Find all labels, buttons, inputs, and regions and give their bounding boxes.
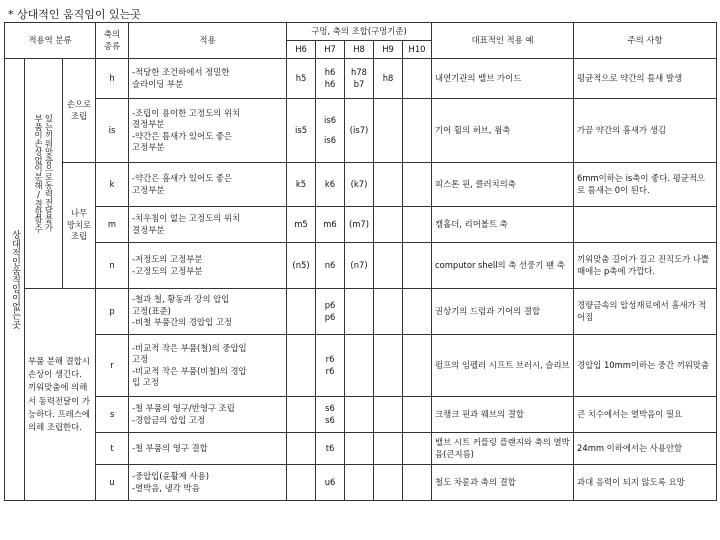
fit-h9	[374, 465, 403, 501]
fit-h9	[374, 207, 403, 243]
fit-h8	[345, 59, 374, 99]
group1-description	[25, 59, 63, 289]
application-line: -열박음, 냉각 박음	[132, 482, 200, 493]
fit-h6: m5	[287, 207, 316, 243]
fit-h10	[403, 433, 432, 465]
application-cell	[129, 243, 287, 289]
example-cell: 밸브 시트 커플링 플랜지와 축의 열박음(큰지름)	[432, 433, 574, 465]
note-cell: 24mm 이하에서는 사용안함	[574, 433, 717, 465]
application-line: -저정도의 고정부분	[132, 254, 203, 265]
fit-h9	[374, 243, 403, 289]
fit-h9	[374, 335, 403, 397]
note-cell: 경량금속의 압성재료에서 흠새가 적어짐	[574, 289, 717, 335]
application-cell	[129, 433, 287, 465]
fit-h10	[403, 397, 432, 433]
fit-value: h6	[324, 78, 336, 89]
note-cell: 경압입 10mm이하는 중간 끼워맞춤	[574, 335, 717, 397]
fit-h6: h5	[287, 59, 316, 99]
fit-h7	[316, 289, 345, 335]
table-row	[5, 207, 717, 243]
shaft-type: n	[96, 243, 129, 289]
fit-value: s6	[325, 414, 335, 425]
table-row	[5, 163, 717, 207]
application-line: -적당한 조건하에서 정밀한	[132, 67, 230, 78]
header-area: 적용역 분류	[5, 23, 96, 59]
fit-h6: is5	[287, 99, 316, 163]
table-row	[5, 465, 717, 501]
fit-h8	[345, 433, 374, 465]
fit-h7	[316, 59, 345, 99]
note-cell: 큰 치수에서는 열박음이 필요	[574, 397, 717, 433]
table-row	[5, 243, 717, 289]
fit-value: r6	[325, 365, 335, 376]
application-cell	[129, 207, 287, 243]
fit-h7: n6	[316, 243, 345, 289]
application-line: -비교적 작은 부품(비철)의 경압	[132, 365, 247, 376]
header-h8: H8	[345, 41, 374, 59]
fit-h6: k5	[287, 163, 316, 207]
fit-h8	[345, 289, 374, 335]
note-cell: 끼워맞춤 길이가 길고 진직도가 나쁠 때에는 p축에 가깝다.	[574, 243, 717, 289]
header-h9: H9	[374, 41, 403, 59]
application-line: -고정도의 고정부분	[132, 265, 203, 276]
fit-h8	[345, 397, 374, 433]
fit-h10	[403, 335, 432, 397]
fit-value: r6	[325, 354, 335, 365]
table-row	[5, 397, 717, 433]
fit-h7	[316, 397, 345, 433]
application-line: -약간은 흠새가 있어도 좋은	[132, 173, 233, 184]
note-cell: 6mm이하는 is축이 좋다. 평균적으로 틈새는 0이 된다.	[574, 163, 717, 207]
example-cell: 내연기관의 밸브 가이드	[432, 59, 574, 99]
fit-h7: t6	[316, 433, 345, 465]
application-line: 슬라이딩 부분	[132, 78, 184, 89]
table-row	[5, 335, 717, 397]
fit-h10	[403, 243, 432, 289]
fit-h8	[345, 465, 374, 501]
fit-h10	[403, 163, 432, 207]
fit-value: h78	[351, 67, 367, 78]
application-line: -비철 부품간의 경압입 고정	[132, 317, 233, 328]
fit-value: h6	[324, 67, 336, 78]
application-line: -비교적 작은 부품(철)의 중압입	[132, 342, 247, 353]
example-cell: 캠홀더, 리머볼트 축	[432, 207, 574, 243]
application-cell	[129, 289, 287, 335]
header-fit-group: 구멍, 축의 조합(구멍기준)	[287, 23, 432, 41]
note-cell: 과대 응력이 되지 않도록 요망	[574, 465, 717, 501]
shaft-type: p	[96, 289, 129, 335]
fit-table	[4, 22, 717, 501]
application-line: -경합금의 압입 고정	[132, 414, 206, 425]
note-cell	[574, 207, 717, 243]
application-cell	[129, 163, 287, 207]
note-cell: 평균적으로 약간의 틈새 발생	[574, 59, 717, 99]
fit-h10	[403, 59, 432, 99]
fit-h6	[287, 465, 316, 501]
table-row	[5, 433, 717, 465]
application-line: -철 부품의 영구/반영구 조립	[132, 403, 235, 414]
shaft-type: r	[96, 335, 129, 397]
shaft-type: s	[96, 397, 129, 433]
application-cell	[129, 465, 287, 501]
fit-h9	[374, 99, 403, 163]
fit-h10	[403, 465, 432, 501]
application-cell	[129, 397, 287, 433]
shaft-type: k	[96, 163, 129, 207]
group1-text-col1: 부품이손상없이분해/결합할수	[33, 113, 44, 234]
application-line: 고정부분	[132, 141, 165, 152]
shaft-type: t	[96, 433, 129, 465]
table-row	[5, 59, 717, 99]
fit-h8	[345, 335, 374, 397]
fit-h9	[374, 433, 403, 465]
fit-h6	[287, 397, 316, 433]
application-line: 고정(표준)	[132, 305, 171, 316]
fit-h8: (m7)	[345, 207, 374, 243]
header-h7: H7	[316, 41, 345, 59]
application-line: -중압입(윤활제 사용)	[132, 471, 209, 482]
shaft-type: u	[96, 465, 129, 501]
example-cell: 철도 차륜과 축의 결합	[432, 465, 574, 501]
application-cell	[129, 99, 287, 163]
example-cell: 권상기의 드럼과 기어의 결합	[432, 289, 574, 335]
shaft-type: h	[96, 59, 129, 99]
application-line: -약간은 틈새가 있어도 좋은	[132, 130, 233, 141]
application-line: 결정부분	[132, 119, 165, 130]
example-cell: computor shell의 축 선풍기 팬 축	[432, 243, 574, 289]
application-line: -치우침이 없는 고정도의 위치	[132, 213, 241, 224]
application-cell	[129, 335, 287, 397]
page-title: * 상대적인 움직임이 있는곳	[8, 8, 141, 21]
sub-hammer-assembly: 나무 망치로 조립	[63, 163, 96, 289]
group1-text-col2: 있는끼워맞춤으로동력전달불가	[43, 113, 54, 232]
application-line: 입 고정	[132, 376, 159, 387]
fit-h10	[403, 207, 432, 243]
header-shaft-type: 축의 종류	[96, 23, 129, 59]
fit-h9	[374, 163, 403, 207]
header-note: 주의 사항	[574, 23, 717, 59]
header-h6: H6	[287, 41, 316, 59]
fit-h6	[287, 289, 316, 335]
table-row	[5, 289, 717, 335]
header-application: 적용	[129, 23, 287, 59]
fit-h10	[403, 99, 432, 163]
note-cell: 가끔 약간의 흠새가 생김	[574, 99, 717, 163]
main-category: 상대적인움직임이없는곳	[5, 59, 25, 501]
fit-value: is6	[324, 134, 337, 145]
fit-h6	[287, 335, 316, 397]
group2-description: 부품 분해 결합시 손상이 생긴다. 끼워맞춤에 의해서 동력전달이 가능하다. 프레스에 의해 조립한다.	[25, 289, 96, 501]
example-cell: 기어 휠의 허브, 윔축	[432, 99, 574, 163]
fit-h9: h8	[374, 59, 403, 99]
fit-h8: (n7)	[345, 243, 374, 289]
fit-h6: (n5)	[287, 243, 316, 289]
example-cell: 피스톤 핀, 클러치의축	[432, 163, 574, 207]
example-cell: 크랭크 핀과 웨브의 결합	[432, 397, 574, 433]
sub-hand-assembly: 손으로 조립	[63, 59, 96, 163]
fit-h7: k6	[316, 163, 345, 207]
application-line: -조립이 용이한 고정도의 위치	[132, 107, 241, 118]
fit-h10	[403, 289, 432, 335]
fit-h7: m6	[316, 207, 345, 243]
fit-h8: (is7)	[345, 99, 374, 163]
application-line: 고정	[132, 354, 149, 365]
fit-h6	[287, 433, 316, 465]
header-h10: H10	[403, 41, 432, 59]
application-line: 결정부분	[132, 224, 165, 235]
shaft-type: is	[96, 99, 129, 163]
shaft-type: m	[96, 207, 129, 243]
application-line: -철과 철, 황동과 강의 압입	[132, 294, 230, 305]
fit-h9	[374, 397, 403, 433]
fit-value: is6	[324, 115, 337, 126]
fit-h7	[316, 99, 345, 163]
fit-h9	[374, 289, 403, 335]
fit-value: p6	[324, 311, 336, 322]
fit-h7	[316, 335, 345, 397]
table-row	[5, 99, 717, 163]
application-line: 고정부분	[132, 184, 165, 195]
example-cell: 펌프의 임펠러 시프트 브러시, 슬리브	[432, 335, 574, 397]
fit-value: s6	[325, 403, 335, 414]
fit-value: p6	[324, 300, 336, 311]
fit-h7: u6	[316, 465, 345, 501]
fit-h8: (k7)	[345, 163, 374, 207]
header-example: 대표적인 적용 예	[432, 23, 574, 59]
fit-value: b7	[353, 78, 365, 89]
application-cell	[129, 59, 287, 99]
application-line: -철 부품의 영구 결합	[132, 442, 208, 453]
